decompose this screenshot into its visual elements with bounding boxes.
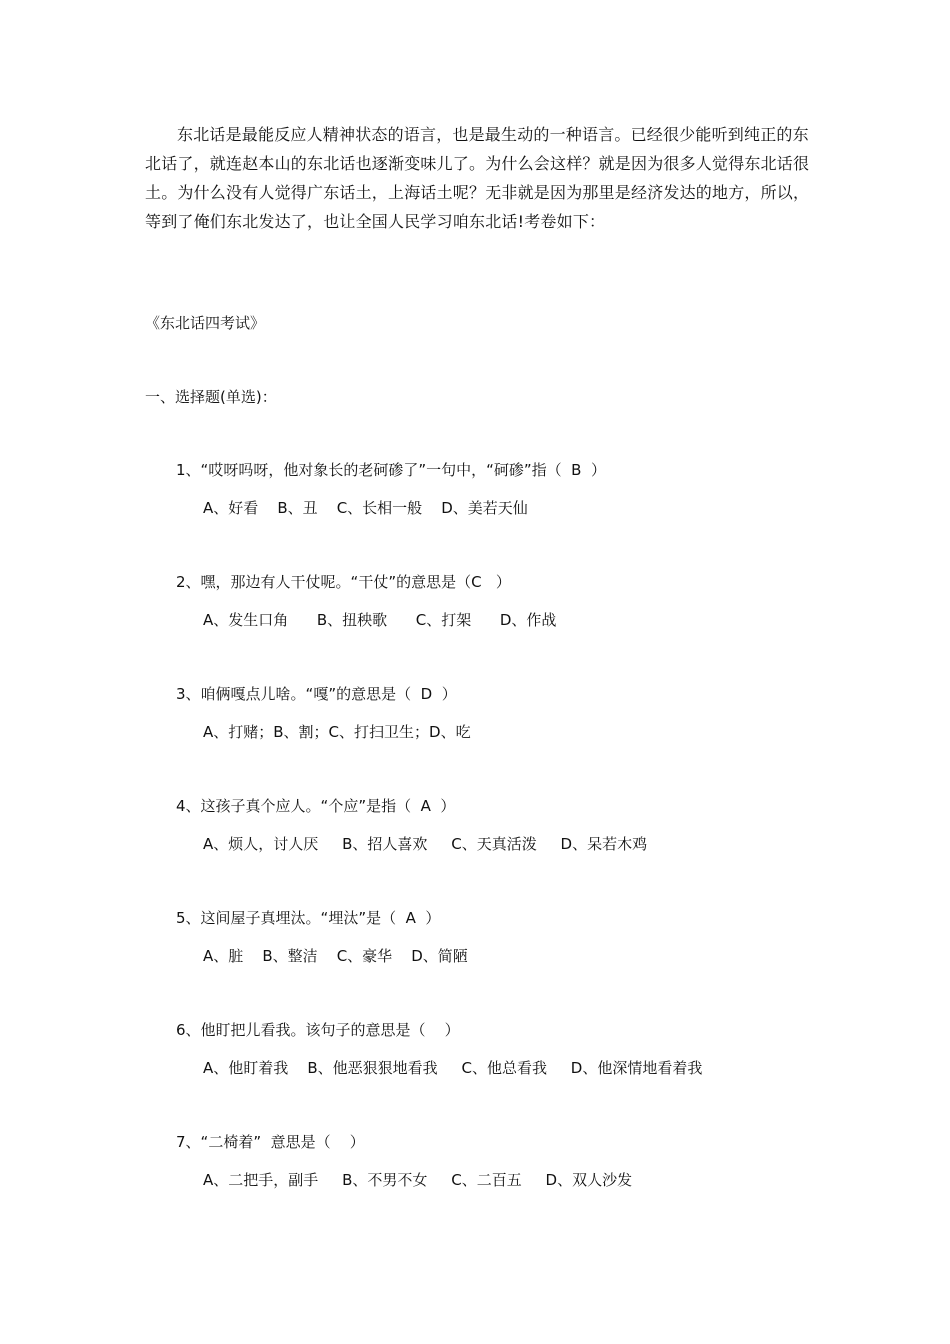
options-1: A、好看 B、丑 C、长相一般 D、美若天仙 <box>203 499 528 517</box>
options-3: A、打赌；B、割；C、打扫卫生；D、吃 <box>203 723 471 741</box>
question-4: 4、这孩子真个应人。“个应”是指（ A ） <box>176 797 456 815</box>
intro-paragraph: 东北话是最能反应人精神状态的语言，也是最生动的一种语言。已经很少能听到纯正的东北话了，就连赵本山的东北话也逐渐变味儿了。为什么会这样？就是因为很多人觉得东北话很土。为什么没有人觉得广东话土，上海话土呢？无非就是因为那里是经济发达的地方，所以，等到了俺们东北发达了，也让全国人民学习咱东北话!考卷如下： <box>145 125 810 231</box>
options-5: A、脏 B、整洁 C、豪华 D、简陋 <box>203 947 468 965</box>
section-title: 一、选择题(单选)： <box>145 388 277 406</box>
options-7: A、二把手，副手 B、不男不女 C、二百五 D、双人沙发 <box>203 1171 633 1189</box>
question-7: 7、“二椅着” 意思是（ ） <box>176 1133 365 1151</box>
question-1: 1、“哎呀吗呀，他对象长的老砢碜了”一句中，“砢碜”指（ B ） <box>176 461 606 479</box>
options-2: A、发生口角 B、扭秧歌 C、打架 D、作战 <box>203 611 557 629</box>
options-4: A、烦人，讨人厌 B、招人喜欢 C、天真活泼 D、呆若木鸡 <box>203 835 648 853</box>
question-3: 3、咱俩嘎点儿啥。“嘎”的意思是（ D ） <box>176 685 457 703</box>
question-5: 5、这间屋子真埋汰。“埋汰”是（ A ） <box>176 909 441 927</box>
options-6: A、他盯着我 B、他恶狠狠地看我 C、他总看我 D、他深情地看着我 <box>203 1059 703 1077</box>
question-6: 6、他盯把儿看我。该句子的意思是（ ） <box>176 1021 460 1039</box>
question-2: 2、嘿，那边有人干仗呢。“干仗”的意思是（C ） <box>176 573 511 591</box>
exam-title: 《东北话四考试》 <box>145 314 266 332</box>
